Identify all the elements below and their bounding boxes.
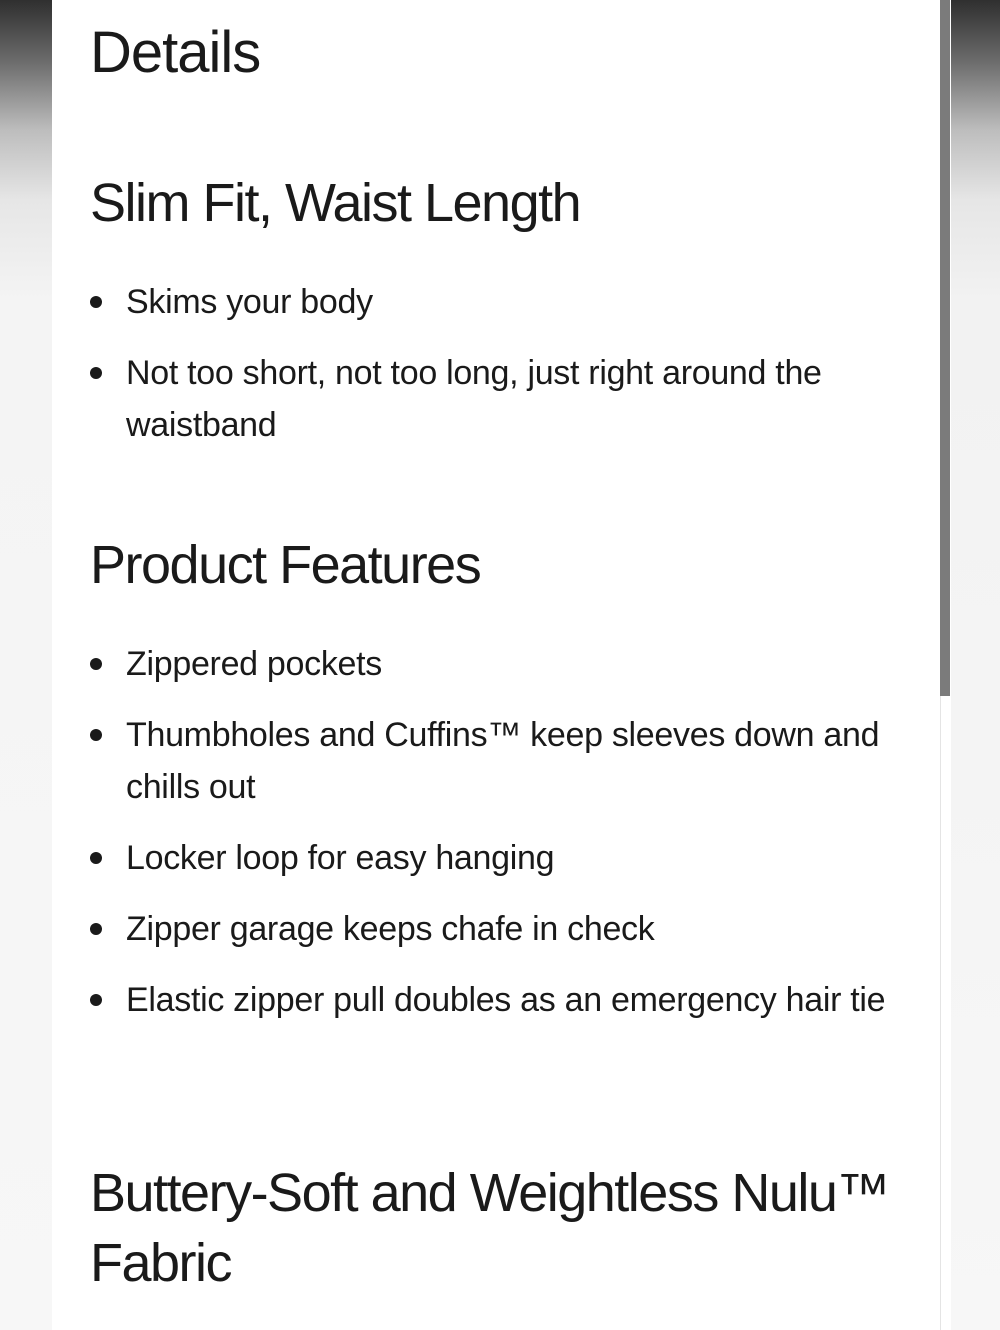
right-backdrop [948,0,1000,1330]
list-item [90,347,920,451]
list-item-text: Locker loop for easy hanging [126,839,555,877]
fit-bullet-list [90,276,920,470]
features-bullet-list [90,638,920,1045]
section-heading-features: Product Features [90,535,481,595]
list-item-text: Thumbholes and Cuffins™ keep sleeves down and chills out [126,716,880,806]
bullet-icon [90,852,102,864]
list-item [90,974,920,1026]
list-item-text: Not too short, not too long, just right around the waistband [126,354,822,444]
details-panel [52,0,942,1330]
bullet-icon [90,729,102,741]
list-item-text: Elastic zipper pull doubles as an emergency hair tie [126,981,886,1019]
list-item-text: Skims your body [126,283,373,321]
bullet-icon [90,367,102,379]
section-heading-fit: Slim Fit, Waist Length [90,173,581,233]
list-item [90,832,920,884]
section-heading-fabric: Buttery-Soft and Weightless Nulu™ Fabric [90,1163,889,1293]
list-item [90,903,920,955]
bullet-icon [90,994,102,1006]
list-item-text: Zipper garage keeps chafe in check [126,910,655,948]
list-item-text: Zippered pockets [126,645,383,683]
bullet-icon [90,658,102,670]
bullet-icon [90,296,102,308]
page-title: Details [90,20,261,85]
list-item [90,709,920,813]
list-item [90,276,920,328]
list-item [90,638,920,690]
left-backdrop [0,0,52,1330]
bullet-icon [90,923,102,935]
scrollbar-thumb[interactable] [940,0,950,696]
